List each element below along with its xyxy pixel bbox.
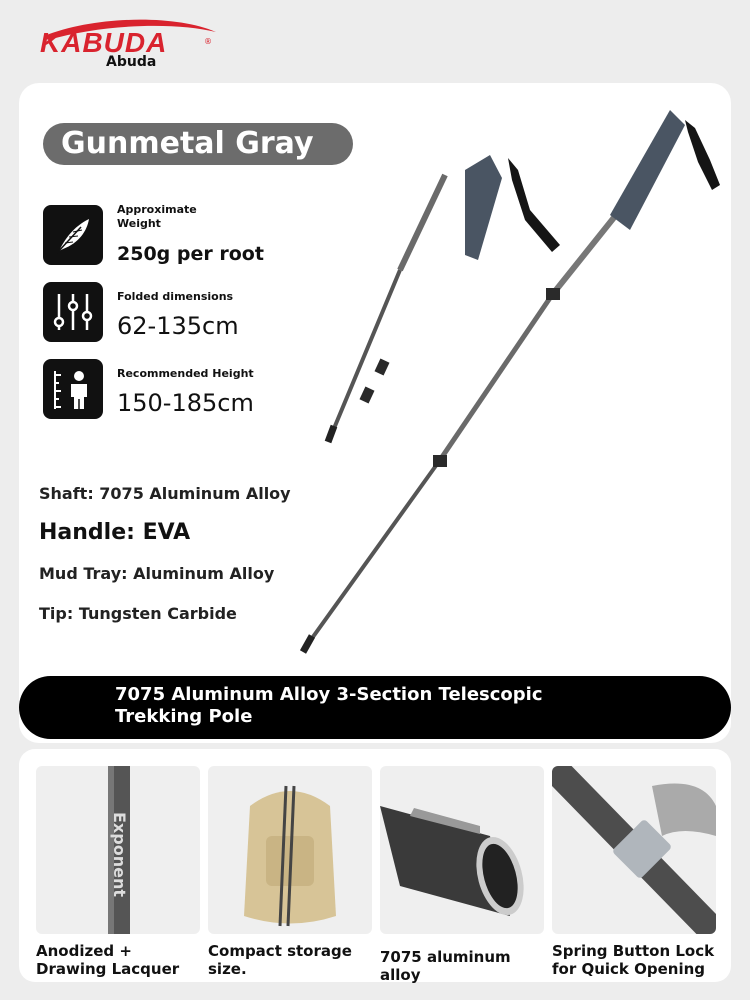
feature-caption: 7075 aluminum alloy xyxy=(380,948,511,984)
feature-anodized xyxy=(36,766,200,978)
feature-image xyxy=(552,766,716,934)
spec-value: 250g per root xyxy=(117,243,264,265)
spec-value: 62-135cm xyxy=(117,312,239,340)
long-pole xyxy=(303,110,720,652)
height-person-icon xyxy=(43,359,103,419)
product-title: 7075 Aluminum Alloy 3-Section Telescopic Trekking Pole xyxy=(115,684,543,727)
material-mud-tray: Mud Tray: Aluminum Alloy xyxy=(39,564,275,583)
spec-value: 150-185cm xyxy=(117,389,254,417)
color-name-badge: Gunmetal Gray xyxy=(43,123,353,165)
svg-text:®: ® xyxy=(204,37,212,46)
adjust-sliders-icon xyxy=(43,282,103,342)
trekking-poles-image xyxy=(290,100,730,660)
feature-caption: Compact storage size. xyxy=(208,942,352,978)
material-shaft: Shaft: 7075 Aluminum Alloy xyxy=(39,484,291,503)
product-title-banner xyxy=(19,676,731,739)
spec-label: Recommended Height xyxy=(117,367,254,380)
short-pole xyxy=(328,155,560,442)
feature-compact-storage xyxy=(208,766,372,978)
brand-sub-name: Abuda xyxy=(106,54,157,70)
feature-caption: Spring Button Lock for Quick Opening xyxy=(552,942,715,978)
feather-icon xyxy=(43,205,103,265)
material-tip: Tip: Tungsten Carbide xyxy=(39,604,237,623)
material-handle: Handle: EVA xyxy=(39,520,191,545)
feature-spring-lock xyxy=(552,766,716,978)
logo-text: KABUDA xyxy=(40,27,168,58)
spec-label: Folded dimensions xyxy=(117,290,234,303)
feature-caption: Anodized + Drawing Lacquer xyxy=(36,942,180,978)
feature-image xyxy=(380,766,544,934)
feature-image xyxy=(208,766,372,934)
spec-label: Approximate Weight xyxy=(117,203,197,230)
feature-aluminum-alloy xyxy=(380,766,544,984)
feature-image xyxy=(36,766,200,934)
pole-print-text: Exponent xyxy=(110,812,129,897)
